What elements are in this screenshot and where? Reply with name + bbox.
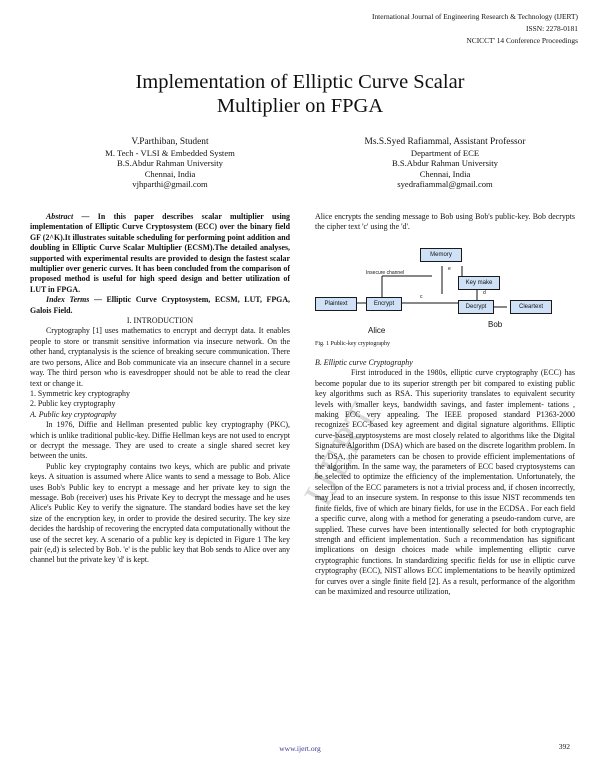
paragraph: First introduced in the 1980s, elliptic curve cryptography (ECC) has become popular due to its superior strength per bit compared to existing public key algorithms such as RSA. This superiority translates to equivalent security levels with smaller keys, bandwidth savings, and faster implement- tations , making ECC very appealing. The IEEE proposed standard P1363-2000 recognizes ECC-based key agreement and digital signature algorithms. Elliptic curve-based cryptosystems are most closely related to algorithms like the Digital Signature Algorithm (DSA) which are based on the discrete logarithm problem. In the DSA, the parameters can be chosen to provide efficient implementations of the algorithm. In the same way, the parameters of ECC based cryptosystems can be selected to optimize the efficiency of the implementation. Unfortunately, the selection of the ECC parameters is not a trivial process and, if chosen incorrectly, may lead to an insecure system. In response to this issue NIST recommends ten finite fields, five of which are binary fields, for use in the ECDSA . For each field a specific curve, along with a method for generating a pseudo-random curve, are supplied. These curves have been intentionally selected for both cryptographic strength and efficient implementation. Such a recommendation has significant implications on design choices made while implementing elliptic curve cryptographic functions. In standardizing specific fields for use in elliptic curve cryptography (ECC), NIST allows ECC implementations to be heavily optimized for curves over a single finite field [2]. As a result, performance of the algorithm can be maximized and resource utilization, [315, 368, 575, 596]
author-location: Chennai, India [144, 168, 196, 179]
right-column [315, 358, 575, 597]
public-key-figure [312, 246, 572, 340]
index-terms-label: Index Terms [46, 295, 90, 305]
subsection-heading: B. Elliptic curve Cryptography [315, 358, 413, 367]
list-item: 1. Symmetric key cryptography [30, 388, 130, 398]
channel-label: Insecure channel [366, 270, 405, 276]
author-location: Chennai, India [419, 168, 471, 179]
author-affiliation: Department of ECE [410, 147, 480, 158]
paragraph: Alice encrypts the sending message to Bob using Bob's public-key. Bob decrypts the cipher text 'c' using the 'd'. [315, 212, 575, 232]
author-email: syedrafiammal@gmail.com [397, 179, 493, 190]
abstract-label: Abstract [46, 212, 74, 221]
footer-url[interactable]: www.ijert.org [279, 744, 321, 753]
section-heading-introduction: I. INTRODUCTION [126, 316, 194, 326]
encrypt-box: Encrypt [366, 297, 402, 311]
paragraph: Public key cryptography contains two keys, which are public and private keys. A situation is assumed where Alice wants to send a message to Bob. Alice uses Bob's Public key to encrypt a message and her private key to sign the message. Bob (receiver) uses his Private Key to decrypt the message and he uses Alice's Public Key to verify the signature. The standard bodies have set the key size of the encryption key, in order to provide the desired security. The key size decides the hardship of recovering the encrypted data computationally without the use of the secret key. A scenario of a public key is depicted in Figure 1 The key pair (e,d) is selected by Bob. 'e' is the public key that Bob sends to Alice over any channel but the private key 'd' is kept. [30, 461, 290, 565]
author-name: Ms.S.Syed Rafiammal, Assistant Professor [364, 137, 526, 147]
cleartext-box: Cleartext [510, 300, 552, 314]
author-university: B.S.Abdur Rahman University [392, 158, 498, 169]
decrypt-box: Decrypt [458, 300, 494, 314]
index-terms [30, 295, 290, 316]
journal-name: International Journal of Engineering Research & Technology (IJERT) [372, 12, 578, 21]
paragraph: Cryptography [1] uses mathematics to encrypt and decrypt data. It enables people to store or transmit sensitive information via insecure network. On the other hand, cryptanalysis is the science of breaking secure communication. There are two persons, Alice and Bob communicate via an insecure channel in a secure way. The third person who is eavesdropper should not be able to read the clear text or change it. [30, 326, 290, 388]
memory-box: Memory [420, 248, 462, 262]
abstract-text: — In this paper describes scalar multiplier using implementation of Elliptic Curve Cryptosystem (ECC) over the binary field GF (2^K).It illustrates suitable scheduling for performing point addition and doubling in Elliptic Curve Scalar Multiplier (ECSM).The detailed analyses, supported with experimental results are provided to design the fastest scalar multiplier over generic curves. It has been concluded from the comparison of proposed method is useful for high speed design and better utilization of LUT in FPGA. [30, 212, 290, 294]
author-university: B.S.Abdur Rahman University [117, 158, 223, 169]
figure-caption: Fig. 1 Public-key cryptography [315, 341, 390, 347]
plaintext-box: Plaintext [315, 297, 357, 311]
author-email: vjhparthi@gmail.com [132, 179, 208, 190]
author-name: V.Parthiban, Student [131, 137, 209, 147]
c-label: c [420, 294, 423, 300]
left-column [30, 212, 290, 566]
title-line-2: Multiplier on FPGA [216, 95, 384, 117]
list-item: 2. Public key cryptography [30, 399, 116, 409]
index-terms-text: — Elliptic Curve Cryptosystem, ECSM, LUT, FPGA, Galois Field. [30, 295, 290, 315]
watermark: IJERT [294, 393, 388, 514]
page-number: 392 [558, 742, 570, 751]
paragraph: In 1976, Diffie and Hellman presented public key cryptography (PKC), which is unlike traditional public-key. Diffie Hellman keys are not used to encrypt or decrypt the message. They are used to create a single shared secret key between the units. [30, 420, 290, 461]
bob-label: Bob [488, 320, 503, 329]
abstract [30, 212, 290, 295]
subsection-heading: A. Public key cryptography [30, 409, 117, 419]
alice-label: Alice [368, 326, 386, 335]
e-label: e [448, 266, 451, 272]
issn: ISSN: 2278-0181 [526, 24, 578, 33]
journal-header [372, 11, 578, 47]
conference-name: NCICCT' 14 Conference Proceedings [466, 36, 578, 45]
author-affiliation: M. Tech - VLSI & Embedded System [105, 147, 235, 158]
author-block-2 [315, 137, 575, 190]
d-label: d [483, 290, 486, 296]
author-block-1 [40, 137, 300, 190]
right-column-top [315, 212, 575, 233]
keymake-box: Key make [458, 276, 500, 290]
paper-title [0, 70, 600, 118]
title-line-1: Implementation of Elliptic Curve Scalar [135, 71, 465, 93]
